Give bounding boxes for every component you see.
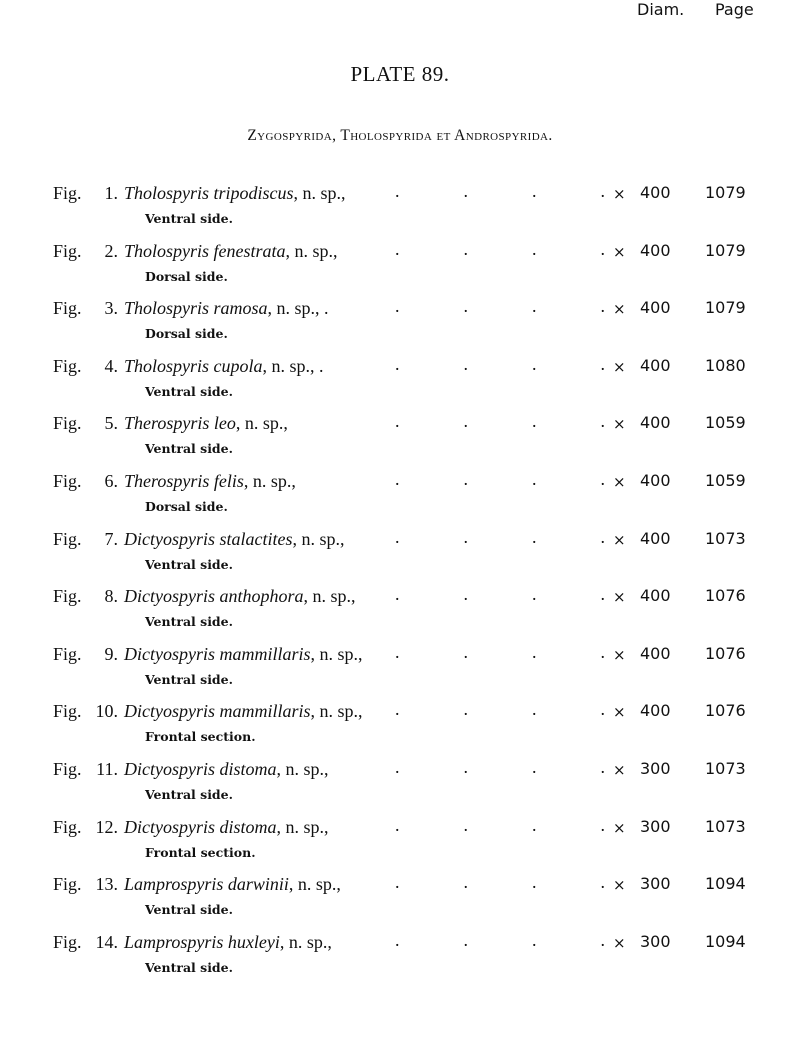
view-description: Dorsal side. — [145, 326, 228, 342]
dot-leaders: . . . . — [395, 584, 605, 605]
genus-species — [124, 471, 244, 491]
species: tripodiscus — [213, 183, 294, 203]
species: leo — [213, 413, 236, 434]
plate-title: PLATE 89. — [350, 62, 450, 86]
view-description: Ventral side. — [145, 902, 233, 918]
genus: Therospyris — [124, 413, 210, 434]
species-note: , n. sp., — [276, 816, 329, 837]
figure-entry — [0, 814, 800, 871]
figure-entry — [0, 929, 800, 986]
figure-number: 2. — [104, 240, 118, 261]
page-number: 1079 — [705, 240, 746, 260]
figure-entry — [0, 353, 800, 410]
page-number: 1059 — [705, 413, 746, 433]
species-name — [124, 298, 329, 319]
species-name — [124, 932, 332, 953]
genus: Dictyospyris — [124, 816, 215, 837]
magnification-sign: × — [613, 645, 626, 664]
magnification-sign: × — [613, 818, 626, 837]
page-number: 1076 — [705, 586, 746, 606]
diameter-value: 400 — [640, 528, 671, 548]
species-note: , n. sp., — [288, 874, 341, 895]
figure-number: 4. — [104, 355, 118, 376]
view-description: Frontal section. — [145, 729, 256, 745]
species-note: , n. sp., . — [262, 355, 324, 376]
species-name — [124, 413, 288, 434]
diameter-value: 300 — [640, 816, 671, 836]
fig-label: Fig. — [53, 701, 82, 722]
genus-species — [124, 932, 280, 952]
figure-entry — [0, 183, 800, 237]
species-name — [124, 817, 329, 838]
species-note: , n. sp., — [303, 586, 356, 607]
species: cupola — [213, 355, 263, 376]
species: huxleyi — [227, 931, 280, 952]
magnification-sign: × — [613, 703, 626, 722]
view-description: Ventral side. — [145, 556, 233, 572]
column-header-diam: Diam. — [637, 0, 685, 19]
species-note: , n. sp., — [235, 413, 288, 434]
magnification-sign: × — [613, 473, 626, 491]
species: distoma — [219, 816, 277, 837]
fig-label: Fig. — [53, 931, 82, 952]
genus: Tholospyris — [124, 298, 210, 319]
genus-species — [124, 413, 236, 433]
genus-species — [124, 241, 286, 261]
figure-number: 7. — [104, 528, 118, 549]
genus: Tholospyris — [124, 183, 210, 203]
species-note: , n. sp., — [310, 701, 363, 722]
dot-leaders: . . . . — [395, 872, 605, 893]
magnification-sign: × — [613, 933, 626, 952]
magnification-sign: × — [613, 242, 626, 261]
species-name — [124, 586, 356, 607]
fig-label: Fig. — [53, 413, 82, 434]
dot-leaders: . . . . — [395, 353, 605, 374]
genus: Dictyospyris — [124, 701, 215, 722]
species-note: , n. sp., — [243, 471, 296, 491]
species-name — [124, 529, 345, 550]
dot-leaders: . . . . — [395, 699, 605, 720]
species-name — [124, 759, 329, 780]
species: mammillaris — [219, 701, 311, 722]
view-description: Frontal section. — [145, 844, 256, 860]
figure-entry — [0, 641, 800, 698]
fig-label: Fig. — [53, 586, 82, 607]
species-name — [124, 241, 338, 262]
figure-entry — [0, 471, 800, 525]
genus: Lamprospyris — [124, 874, 224, 895]
genus: Therospyris — [124, 471, 210, 491]
genus-species — [124, 759, 277, 779]
species-name — [124, 874, 341, 895]
view-description: Dorsal side. — [145, 499, 228, 514]
magnification-sign: × — [613, 185, 626, 203]
diameter-value: 400 — [640, 701, 671, 721]
view-description: Ventral side. — [145, 959, 233, 975]
page-number: 1073 — [705, 528, 746, 548]
dot-leaders: . . . . — [395, 757, 605, 777]
diameter-value: 300 — [640, 874, 671, 894]
magnification-sign: × — [613, 588, 626, 607]
figure-number: 5. — [104, 413, 118, 434]
magnification-sign: × — [613, 357, 626, 376]
genus-species — [124, 529, 292, 549]
figure-number: 3. — [104, 298, 118, 319]
diameter-value: 400 — [640, 413, 671, 433]
diameter-value: 400 — [640, 355, 671, 375]
diameter-value: 300 — [640, 931, 671, 951]
figure-number: 6. — [104, 471, 118, 491]
view-description: Ventral side. — [145, 211, 233, 226]
families-heading: Zygospyrida, Tholospyrida et Androspyrida. — [247, 127, 553, 144]
species: distoma — [219, 759, 277, 779]
genus: Lamprospyris — [124, 931, 224, 952]
page-number: 1076 — [705, 701, 746, 721]
figure-entry — [0, 874, 800, 928]
species: felis — [213, 471, 244, 491]
species: ramosa — [213, 298, 268, 319]
figure-number: 10. — [95, 701, 118, 722]
genus-species — [124, 817, 277, 837]
genus-species — [124, 586, 304, 606]
fig-label: Fig. — [53, 816, 82, 837]
figure-entry — [0, 701, 800, 755]
species-name — [124, 183, 346, 204]
magnification-sign: × — [613, 300, 626, 319]
species-note: , n. sp., . — [267, 298, 329, 319]
view-description: Ventral side. — [145, 787, 233, 802]
diameter-value: 300 — [640, 759, 671, 778]
genus: Dictyospyris — [124, 759, 215, 779]
view-description: Ventral side. — [145, 441, 233, 457]
fig-label: Fig. — [53, 528, 82, 549]
species-note: , n. sp., — [310, 643, 363, 664]
species-name — [124, 644, 363, 665]
diameter-value: 400 — [640, 298, 671, 318]
page-number: 1076 — [705, 643, 746, 663]
species-note: , n. sp., — [293, 183, 346, 203]
diameter-value: 400 — [640, 183, 671, 202]
genus-species — [124, 701, 311, 721]
dot-leaders: . . . . — [395, 238, 605, 259]
magnification-sign: × — [613, 530, 626, 549]
page-number: 1059 — [705, 471, 746, 490]
figure-entry — [0, 298, 800, 352]
species: stalactites — [219, 528, 293, 549]
page-number: 1080 — [705, 355, 746, 375]
genus-species — [124, 874, 289, 894]
genus-species — [124, 183, 294, 203]
page-number: 1073 — [705, 759, 746, 778]
figure-entry — [0, 413, 800, 467]
fig-label: Fig. — [53, 759, 82, 779]
dot-leaders: . . . . — [395, 929, 605, 950]
genus: Dictyospyris — [124, 643, 215, 664]
diameter-value: 400 — [640, 586, 671, 606]
species-name — [124, 471, 296, 492]
page-number: 1079 — [705, 298, 746, 318]
fig-label: Fig. — [53, 355, 82, 376]
fig-label: Fig. — [53, 240, 82, 261]
figure-number: 9. — [104, 643, 118, 664]
figure-number: 14. — [95, 931, 118, 952]
page-number: 1079 — [705, 183, 746, 202]
figure-entry — [0, 526, 800, 583]
figure-number: 12. — [95, 816, 118, 837]
page-number: 1073 — [705, 816, 746, 836]
figure-entry — [0, 759, 800, 813]
magnification-sign: × — [613, 415, 626, 434]
diameter-value: 400 — [640, 471, 671, 490]
dot-leaders: . . . . — [395, 469, 605, 489]
species-name — [124, 701, 363, 722]
diameter-value: 400 — [640, 240, 671, 260]
dot-leaders: . . . . — [395, 181, 605, 201]
species-note: , n. sp., — [292, 528, 345, 549]
page-number: 1094 — [705, 931, 746, 951]
figure-number: 13. — [95, 874, 118, 895]
species-note: , n. sp., — [285, 240, 338, 261]
view-description: Dorsal side. — [145, 268, 228, 284]
genus: Dictyospyris — [124, 528, 215, 549]
genus-species — [124, 644, 311, 664]
genus-species — [124, 298, 268, 318]
page-number: 1094 — [705, 874, 746, 894]
dot-leaders: . . . . — [395, 641, 605, 662]
magnification-sign: × — [613, 876, 626, 895]
fig-label: Fig. — [53, 183, 82, 203]
view-description: Ventral side. — [145, 614, 233, 630]
figure-number: 8. — [104, 586, 118, 607]
species: anthophora — [219, 586, 304, 607]
fig-label: Fig. — [53, 874, 82, 895]
genus: Tholospyris — [124, 240, 210, 261]
fig-label: Fig. — [53, 643, 82, 664]
dot-leaders: . . . . — [395, 814, 605, 835]
fig-label: Fig. — [53, 471, 82, 491]
species-note: , n. sp., — [279, 931, 332, 952]
view-description: Ventral side. — [145, 671, 233, 687]
species: fenestrata — [213, 240, 286, 261]
genus: Tholospyris — [124, 355, 210, 376]
magnification-sign: × — [613, 761, 626, 779]
figure-number: 11. — [96, 759, 118, 779]
column-header-page: Page — [715, 0, 754, 19]
figure-entry — [0, 586, 800, 640]
species: mammillaris — [219, 643, 311, 664]
figure-number: 1. — [104, 183, 118, 203]
fig-label: Fig. — [53, 298, 82, 319]
view-description: Ventral side. — [145, 383, 233, 399]
species-note: , n. sp., — [276, 759, 329, 779]
figure-entry — [0, 238, 800, 295]
genus: Dictyospyris — [124, 586, 215, 607]
dot-leaders: . . . . — [395, 411, 605, 432]
species-name — [124, 356, 324, 377]
diameter-value: 400 — [640, 643, 671, 663]
species: darwinii — [227, 874, 289, 895]
dot-leaders: . . . . — [395, 296, 605, 317]
genus-species — [124, 356, 263, 376]
dot-leaders: . . . . — [395, 526, 605, 547]
